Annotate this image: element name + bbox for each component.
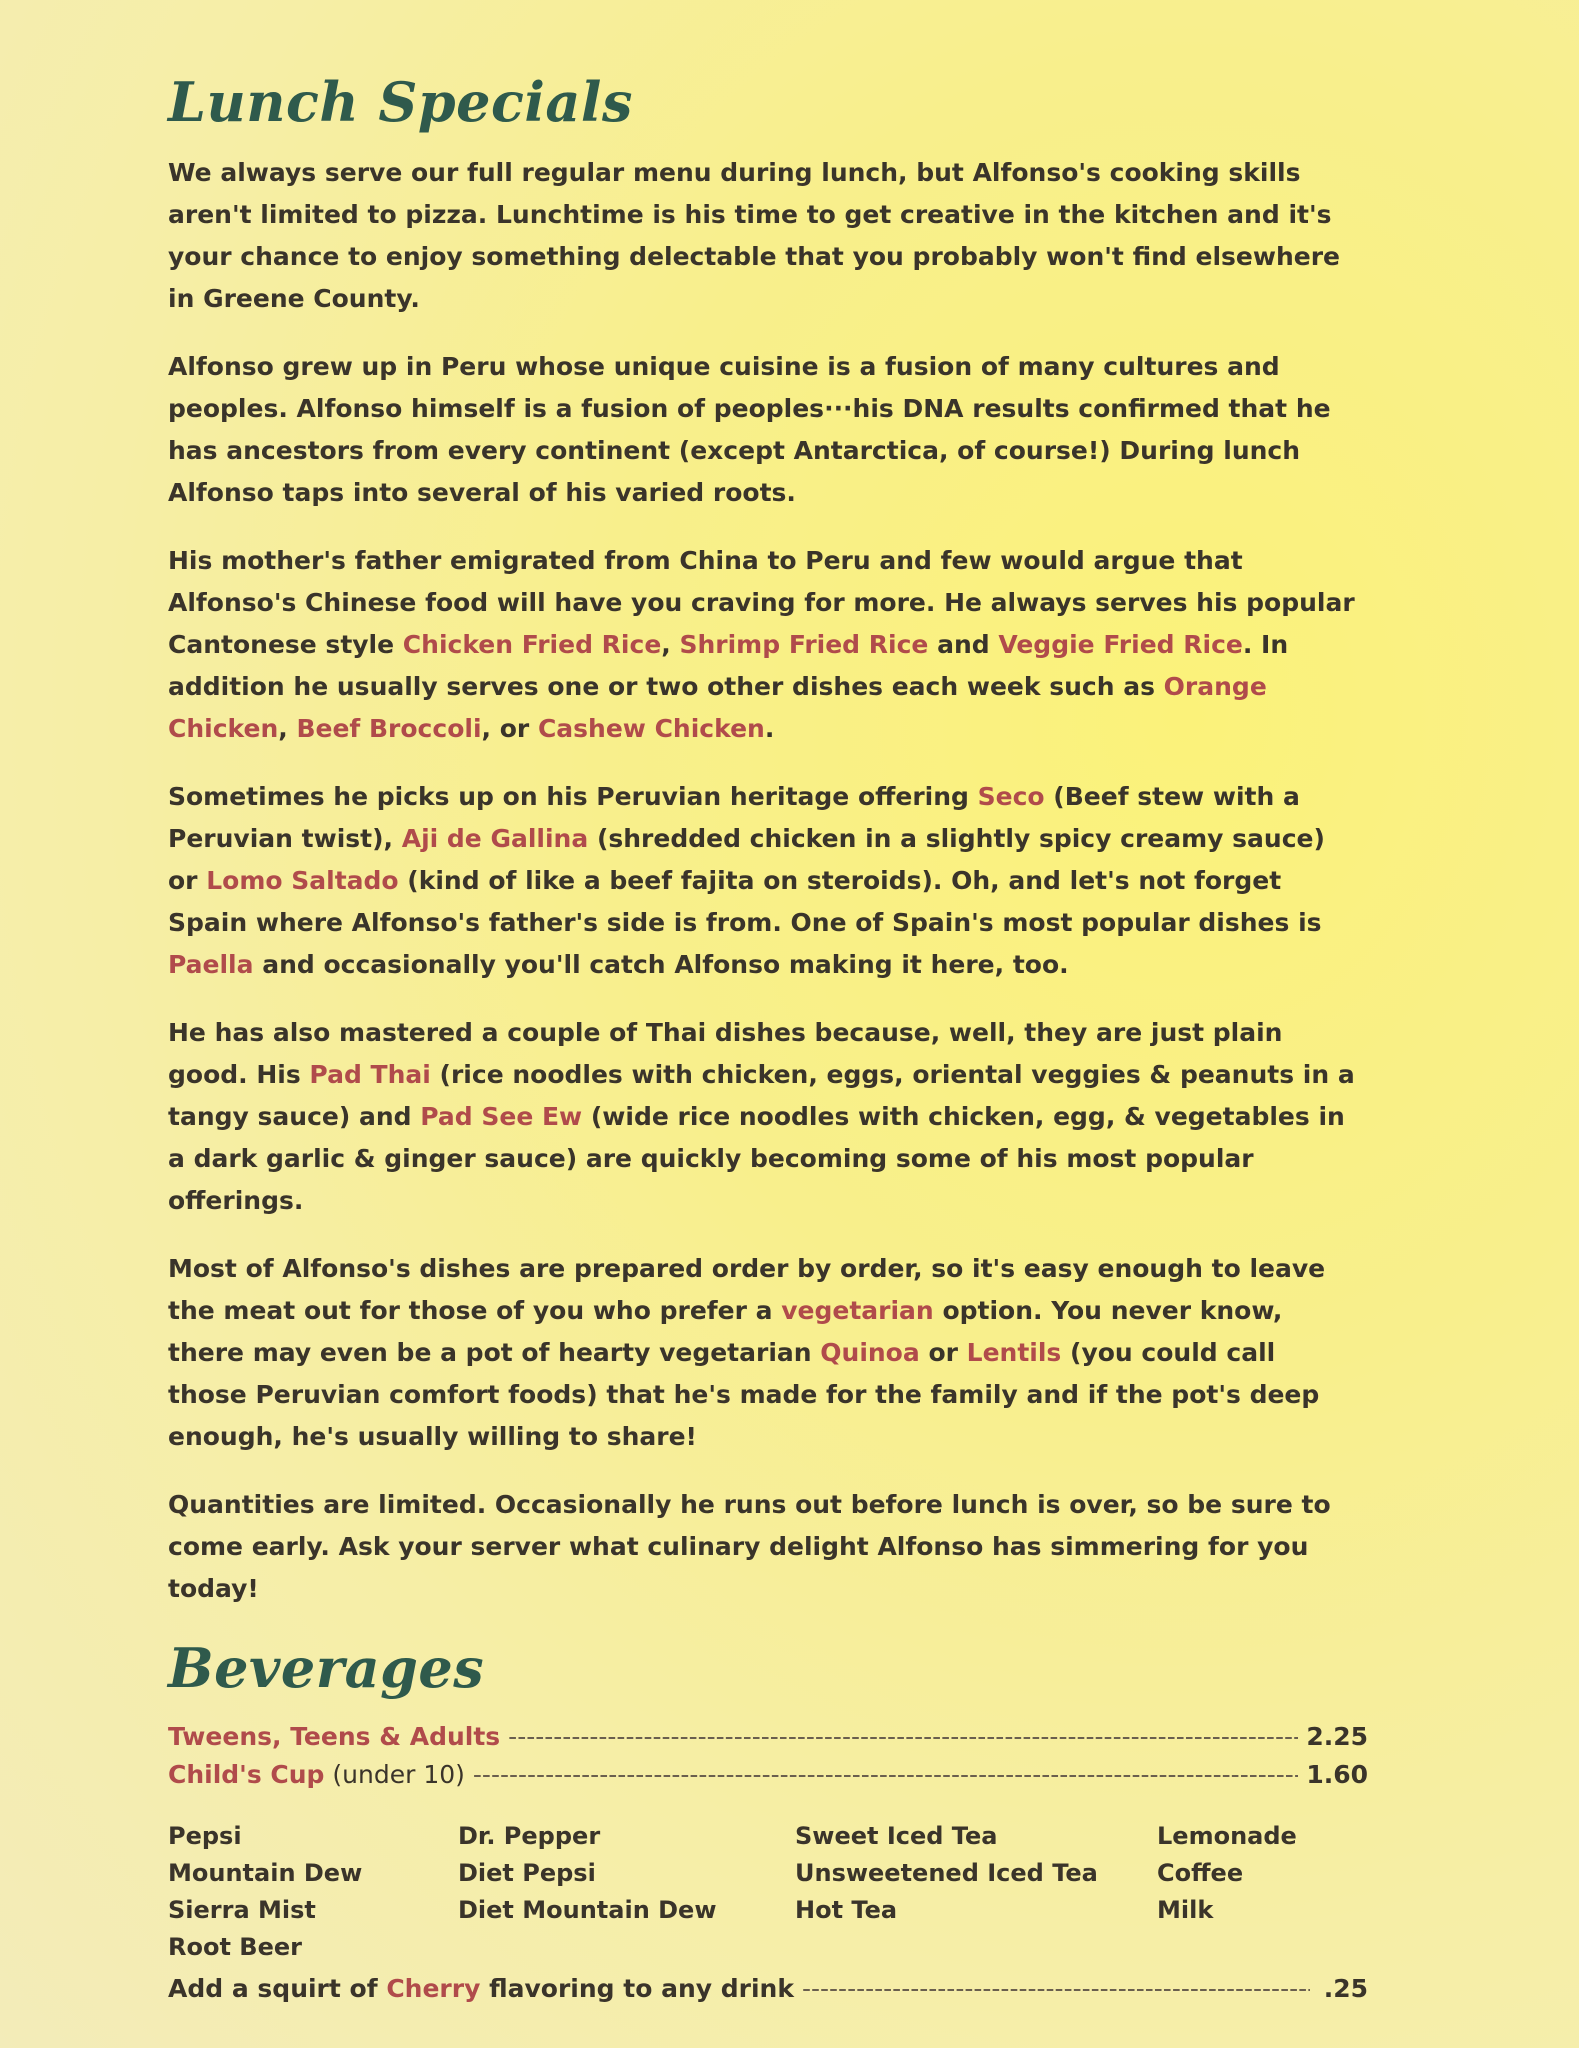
dish-beef-broccoli: Beef Broccoli — [296, 714, 482, 743]
price-label: Child's Cup — [168, 1760, 325, 1789]
text-run: Add a squirt of — [168, 1974, 387, 2003]
text-run: . — [764, 714, 775, 743]
dish-lentils: Lentils — [966, 1338, 1062, 1367]
price-value: 2.25 — [1306, 1722, 1368, 1751]
dot-leader — [473, 1756, 1298, 1794]
text-run: (rice noodles with chicken, eggs, oriental veggies & peanuts in a tangy sauce) and — [168, 1060, 1355, 1131]
peruvian-paragraph — [168, 776, 1358, 986]
drink-item: Dr. Pepper — [458, 1822, 601, 1850]
text-run: He has also mastered a couple of Thai dishes because, well, they are just plain good. His — [168, 1018, 1283, 1089]
flavor-cherry: Cherry — [386, 1974, 481, 2003]
text-run: Sometimes he picks up on his Peruvian heritage offering — [168, 782, 978, 811]
dish-cashew-chicken: Cashew Chicken — [537, 714, 765, 743]
drink-item — [458, 1929, 795, 1966]
text-run: , or — [481, 714, 538, 743]
drink-item: Sierra Mist — [168, 1896, 316, 1924]
drink-item: Diet Mountain Dew — [458, 1896, 717, 1924]
dish-seco: Seco — [977, 782, 1045, 811]
dish-pad-see-ew: Pad See Ew — [420, 1102, 583, 1131]
chinese-food-paragraph — [168, 540, 1358, 750]
price-value: 1.60 — [1306, 1760, 1368, 1789]
drink-item: Pepsi — [168, 1822, 242, 1850]
beverages-heading: Beverages — [168, 1636, 485, 1700]
text-run: and occasionally you'll catch Alfonso making it here, too. — [253, 950, 1069, 979]
dish-chicken-fried-rice: Chicken Fried Rice — [402, 630, 662, 659]
text-run: flavoring to any drink — [480, 1974, 794, 2003]
price-row-cherry-addon — [168, 1970, 1368, 2008]
text-run: Most of Alfonso's dishes are prepared order by order, so it's easy enough to leave the meat out for those of you who prefer a — [168, 1254, 1326, 1325]
drink-item: Mountain Dew — [168, 1859, 363, 1887]
dish-quinoa: Quinoa — [820, 1338, 920, 1367]
dot-leader — [508, 1718, 1298, 1756]
drink-item: Diet Pepsi — [458, 1859, 596, 1887]
text-run: , — [278, 714, 297, 743]
text-run: option. You never know, there may even be a pot of hearty vegetarian — [168, 1296, 1283, 1367]
drink-item: Unsweetened Iced Tea — [795, 1859, 1098, 1887]
text-run: (Beef stew with a Peruvian twist), — [168, 782, 1300, 853]
peru-paragraph: Alfonso grew up in Peru whose unique cuisine is a fusion of many cultures and peoples. Alfonso himself is a fusion of peoples···his DNA results confirmed that he has ancestors from every continent (except Antarctica, of course!) During lunch Alfonso taps into several of his varied roots. — [168, 352, 1331, 507]
dish-aji-de-gallina: Aji de Gallina — [401, 824, 589, 853]
vegetarian-paragraph — [168, 1248, 1358, 1458]
text-run: His mother's father emigrated from China to Peru and few would argue that Alfonso's Chinese food will have you craving for more. He always serves his popular Cantonese style — [168, 546, 1355, 659]
dish-shrimp-fried-rice: Shrimp Fried Rice — [679, 630, 929, 659]
menu-content — [168, 70, 1368, 2008]
lunch-specials-heading: Lunch Specials — [168, 70, 633, 134]
dish-pad-thai: Pad Thai — [309, 1060, 431, 1089]
drink-item: Hot Tea — [795, 1896, 898, 1924]
drink-item: Lemonade — [1157, 1822, 1297, 1850]
dish-lomo-saltado: Lomo Saltado — [206, 866, 399, 895]
drink-item — [1157, 1929, 1357, 1966]
text-run: , — [661, 630, 680, 659]
drink-item: Coffee — [1157, 1859, 1244, 1887]
text-run: (shredded chicken in a slightly spicy creamy sauce) or — [168, 824, 1325, 895]
text-run: or — [919, 1338, 967, 1367]
price-row-child — [168, 1756, 1368, 1794]
addon-label — [168, 1970, 794, 2008]
price-label-group — [168, 1756, 465, 1794]
dish-orange-chicken: Orange Chicken — [168, 672, 1267, 743]
thai-paragraph — [168, 1012, 1358, 1222]
price-label: Tweens, Teens & Adults — [168, 1722, 501, 1751]
quantities-paragraph: Quantities are limited. Occasionally he runs out before lunch is over, so be sure to come early. Ask your server what culinary delight Alfonso has simmering for you today! — [168, 1490, 1331, 1603]
text-run: (wide rice noodles with chicken, egg, & vegetables in a dark garlic & ginger sauce) are quickly becoming some of his most popular offerings. — [168, 1102, 1345, 1215]
text-run: and — [928, 630, 999, 659]
drink-item: Root Beer — [168, 1933, 302, 1961]
drink-list — [168, 1818, 1368, 1966]
drink-item: Milk — [1157, 1896, 1214, 1924]
drink-item — [795, 1929, 1157, 1966]
option-vegetarian: vegetarian — [781, 1296, 934, 1325]
text-run: (kind of like a beef fajita on steroids). Oh, and let's not forget Spain where Alfonso's father's side is from. One of Spain's most popular dishes is — [168, 866, 1322, 937]
dish-veggie-fried-rice: Veggie Fried Rice — [998, 630, 1243, 659]
intro-paragraph: We always serve our full regular menu during lunch, but Alfonso's cooking skills aren't limited to pizza. Lunchtime is his time to get creative in the kitchen and it's your chance to enjoy something delectable that you probably won't find elsewhere in Greene County. — [168, 158, 1340, 313]
price-row-adults — [168, 1718, 1368, 1756]
dot-leader — [802, 1970, 1310, 2008]
text-run: (you could call those Peruvian comfort foods) that he's made for the family and if the pot's deep enough, he's usually willing to share! — [168, 1338, 1320, 1451]
drink-item: Sweet Iced Tea — [795, 1822, 998, 1850]
dish-paella: Paella — [168, 950, 254, 979]
text-run: . In addition he usually serves one or two other dishes each week such as — [168, 630, 1289, 701]
price-note: (under 10) — [324, 1760, 465, 1789]
price-value: .25 — [1323, 1974, 1368, 2003]
